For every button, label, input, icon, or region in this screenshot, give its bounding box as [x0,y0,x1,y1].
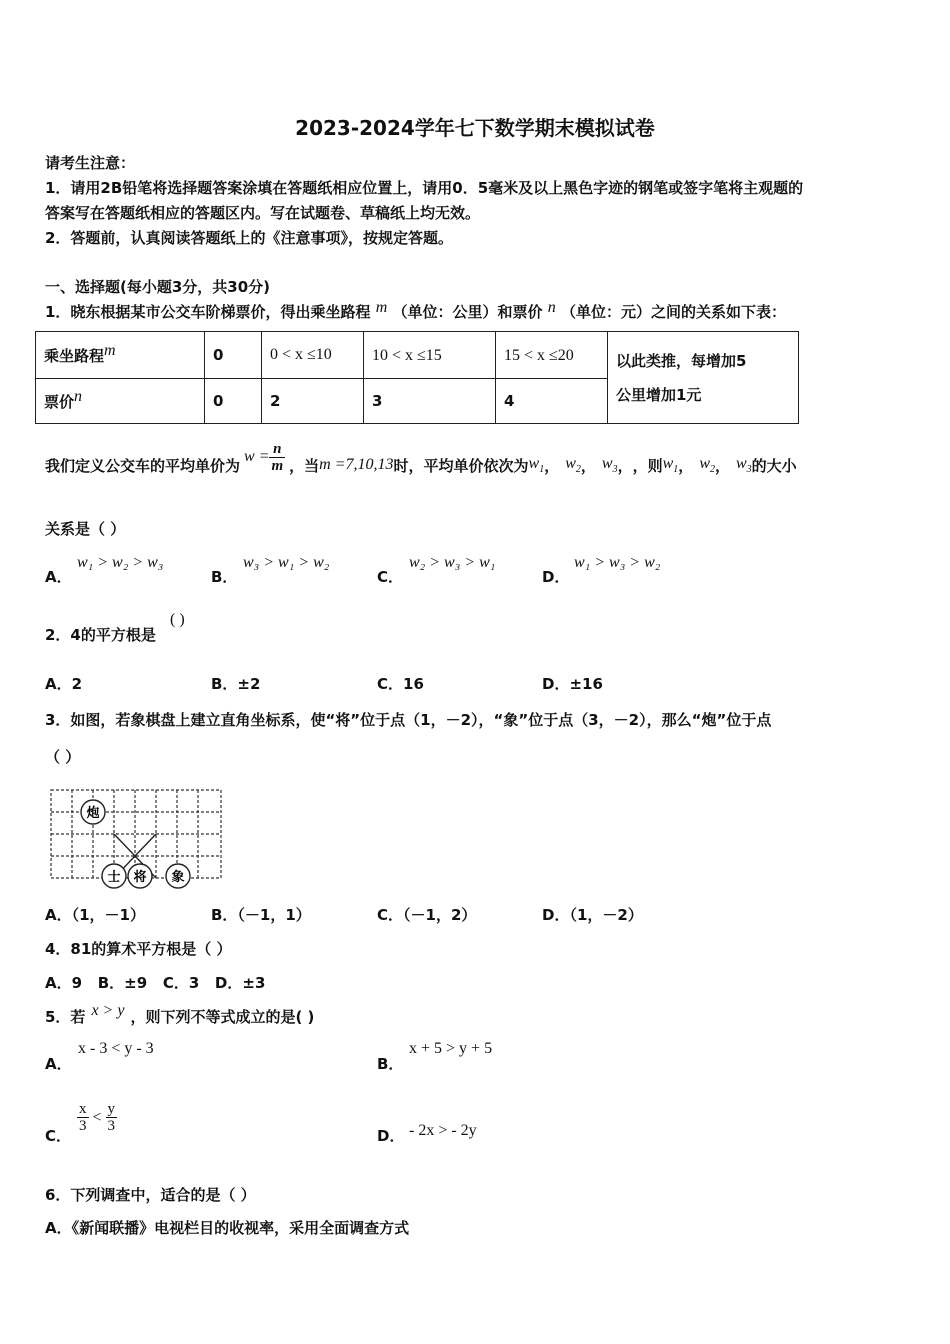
q2-option-d: D．±16 [542,675,603,693]
shi-label: 士 [107,870,121,885]
q2-paren: ( ) [170,611,185,628]
q5-c-fraction-1 [77,1101,89,1134]
table-cell-row1-label [36,332,205,379]
row2-var-n: n [74,387,83,405]
q1-def-part-a: 我们定义公交车的平均单价为 [45,456,241,475]
q5-option-a: x - 3 < y - 3 [78,1040,154,1057]
q5-c-num-1: x [79,1101,87,1117]
q1-option-d-label: D． [542,568,570,586]
q6-stem: 6．下列调查中，适合的是（ ） [45,1186,256,1204]
q5-option-d: - 2x > - 2y [409,1122,477,1139]
q2-option-b: B．±2 [211,675,261,693]
formula-lhs: w = [244,448,270,465]
q1-stem-part-a: 1．晓东根据某市公交车阶梯票价，得出乘坐路程 [45,303,371,321]
formula-denominator: m [271,457,284,474]
table-cell: 4 [496,379,608,424]
notice-line-1: 1．请用2B铅笔将选择题答案涂填在答题纸相应位置上，请用0．5毫米及以上黑色字迹的钢笔或签字笔将主观题的 [45,179,804,197]
q1-definition: 我们定义公交车的平均单价为 w = $\frac{n}{m}$ ，当 m =7,10,13 时，平均单价依次为 $w_1$ ， $w_2$ ， $w_3$ ， ，则 $w_1$ ， $w_2$ ， $w_3$ 的大小 [45,440,797,476]
q3-stem-line-2: （ ） [45,748,81,766]
range-2: 10 < x ≤15 [372,346,442,364]
q6-option-a: A．《新闻联播》电视栏目的收视率，采用全面调查方式 [45,1219,410,1237]
q1-option-b-label: B． [211,568,238,586]
q4-options: A．9 B．±9 C．3 D．±3 [45,974,266,992]
table-note-line-1: 以此类推，每增加5 [616,351,747,370]
q4-stem: 4．81的算术平方根是（ ） [45,940,232,958]
q5-c-den-2: 3 [107,1118,116,1134]
table-cell: 3 [364,379,496,424]
q5-option-b: x + 5 > y + 5 [409,1040,493,1057]
q2-option-c: C．16 [377,675,424,693]
table-cell [364,332,496,379]
q1-option-d: w₁ > w₃ > w₂ [574,554,661,571]
table-cell: 0 [205,332,262,379]
q5-stem-part-a: 5．若 [45,1008,86,1026]
q5-option-b-label: B． [377,1055,404,1073]
q1-def-values: m =7,10,13 [319,456,394,473]
q3-option-a: A．（1，－1） [45,906,145,924]
page-title: 2023-2024学年七下数学期末模拟试卷 [295,116,655,140]
row1-label: 乘坐路程 [44,346,105,365]
xiang-piece [166,864,190,888]
row2-label: 票价 [44,392,75,411]
table-cell: 0 [205,379,262,424]
w2-symbol: $w_2$ [565,454,581,476]
w3-symbol: $w_3$ [601,454,618,476]
q2-stem: 2．4的平方根是 [45,626,156,644]
table-row [36,332,799,379]
section-heading: 一、选择题(每小题3分，共30分) [45,278,271,296]
notice-line-3: 2．答题前，认真阅读答题纸上的《注意事项》，按规定答题。 [45,229,453,247]
q1-option-a-label: A． [45,568,72,586]
table-cell: 2 [262,379,364,424]
q1-formula [244,441,285,474]
xiang-label: 象 [171,870,185,885]
q5-stem [45,1001,315,1027]
fare-table [35,331,799,424]
chessboard-figure [48,786,224,890]
row1-var-m: m [104,341,116,359]
jiang-piece [128,864,152,888]
q1-def-part-c: 时，平均单价依次为 [393,456,529,475]
q2-option-a: A．2 [45,675,83,693]
notice-heading: 请考生注意： [45,154,136,172]
q1-option-c-label: C． [377,568,404,586]
q5-option-c-label: C． [45,1127,72,1145]
q1-def-part-e: 的大小 [751,456,797,475]
w3-symbol: $w_3$ [736,454,752,476]
q1-stem [45,301,786,322]
pao-label: 炮 [86,806,100,821]
q1-def-line-2: 关系是（ ） [45,520,126,538]
notice-line-2: 答案写在答题纸相应的答题区内。写在试题卷、草稿纸上均无效。 [45,204,481,222]
q1-option-b: w₃ > w₁ > w₂ [243,554,330,571]
jiang-label: 将 [133,870,147,885]
q3-option-b: B．（－1，1） [211,906,311,924]
range-3: 15 < x ≤20 [504,346,574,364]
table-note-line-2: 公里增加1元 [616,385,702,404]
q5-condition: x > y [91,1001,125,1019]
table-cell [496,332,608,379]
q5-option-a-label: A． [45,1055,72,1073]
w2-symbol: $w_2$ [699,454,715,476]
q1-stem-part-c: （单位：元）之间的关系如下表： [560,303,786,321]
q5-option-d-label: D． [377,1127,405,1145]
formula-numerator: n [269,441,285,458]
q5-option-c [77,1101,117,1134]
table-cell-row2-label [36,379,205,424]
q5-c-den-1: 3 [79,1118,87,1134]
w1-symbol: $w_1$ [528,454,545,476]
shi-piece [102,864,126,888]
q1-def-part-b: ，当 [289,456,320,475]
table-cell [262,332,364,379]
range-1: 0 < x ≤10 [270,346,332,363]
q1-option-a: w₁ > w₂ > w₃ [77,554,164,571]
q5-c-num-2: y [107,1101,116,1117]
q5-c-fraction-2 [106,1101,118,1134]
q3-option-c: C．（－1，2） [377,906,477,924]
q1-var-n: n [547,299,556,316]
q5-stem-part-b: ，则下列不等式成立的是( ) [130,1008,315,1026]
table-note-cell [608,332,799,424]
q5-c-operator: < [92,1108,102,1126]
q1-var-m: m [375,299,388,316]
pao-piece [81,800,105,824]
q1-stem-part-b: （单位：公里）和票价 [392,303,543,321]
q3-stem-line-1: 3．如图，若象棋盘上建立直角坐标系，使“将”位于点（1，－2），“象”位于点（3，－2），那么“炮”位于点 [45,711,772,729]
formula-fraction [269,441,285,474]
q3-option-d: D．（1，－2） [542,906,643,924]
q1-def-part-d: ，则 [632,456,663,475]
q1-option-c: w₂ > w₃ > w₁ [409,554,496,571]
w1-symbol: $w_1$ [662,454,679,476]
